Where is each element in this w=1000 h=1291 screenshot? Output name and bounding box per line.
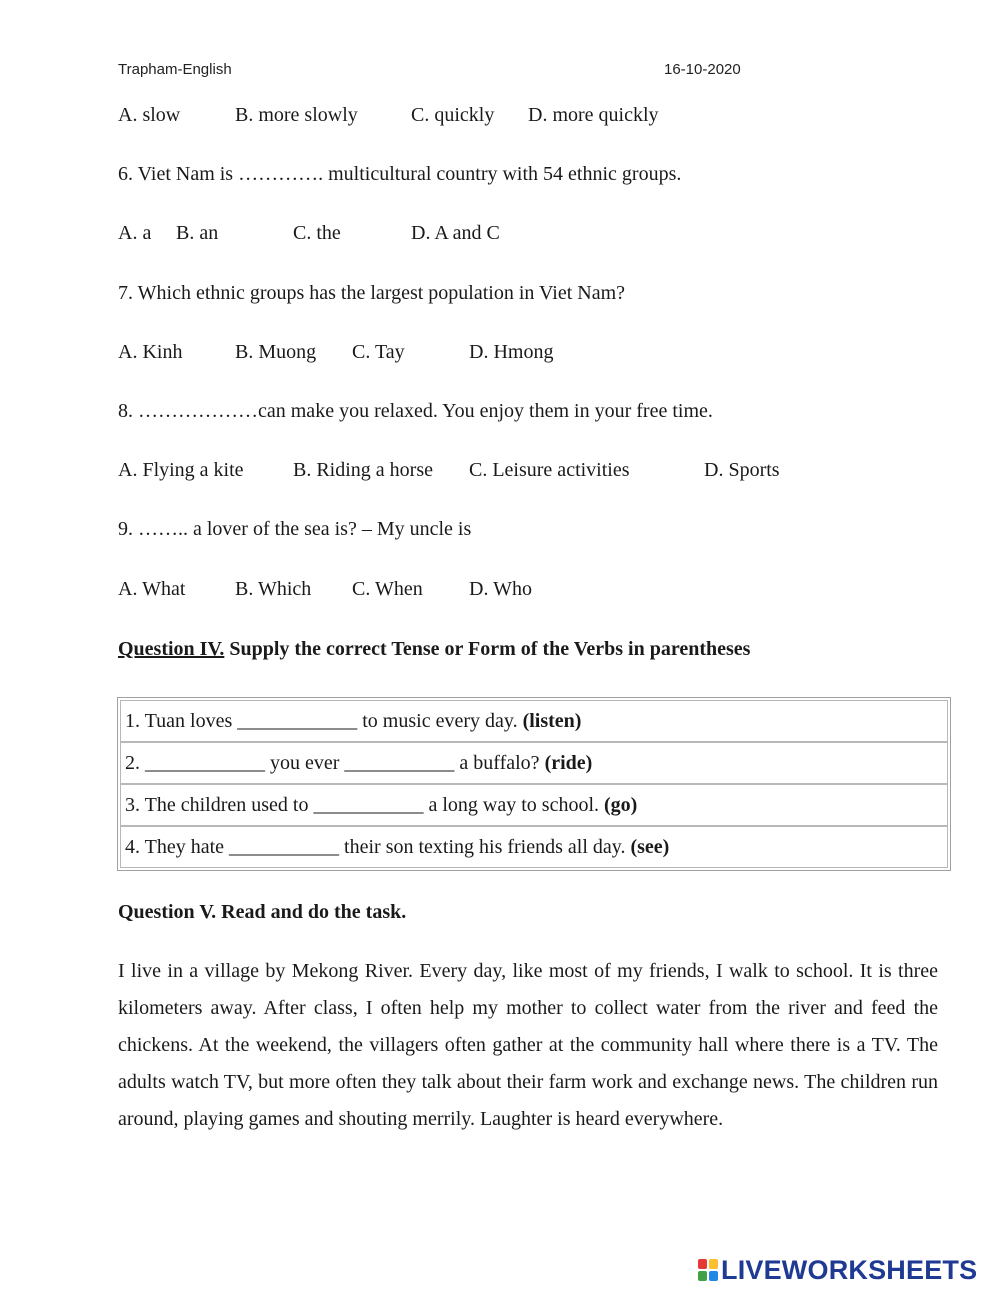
header-left: Trapham-English — [118, 61, 232, 78]
table-row — [120, 700, 948, 742]
q6-option-b: B. an — [176, 222, 219, 244]
question5-heading: Question V. Read and do the task. — [118, 901, 407, 923]
q7-option-b: B. Muong — [235, 341, 317, 363]
table-row — [120, 784, 948, 826]
verb-item-text: 1. Tuan loves ____________ to music every day. — [125, 709, 523, 732]
q6-stem: 6. Viet Nam is …………. multicultural country with 54 ethnic groups. — [118, 163, 682, 185]
q5-option-b: B. more slowly — [235, 104, 358, 126]
q7-stem: 7. Which ethnic groups has the largest population in Viet Nam? — [118, 282, 626, 304]
verb-table — [117, 697, 951, 871]
q9-option-c: C. When — [352, 578, 423, 600]
verb-hint: (listen) — [522, 709, 582, 732]
q7-option-d: D. Hmong — [469, 341, 554, 363]
table-row — [120, 826, 948, 868]
q9-option-a: A. What — [118, 578, 186, 600]
q9-option-b: B. Which — [235, 578, 312, 600]
q6-option-d: D. A and C — [411, 222, 500, 244]
reading-passage: I live in a village by Mekong River. Every day, like most of my friends, I walk to school. It is three kilometers away. After class, I often help my mother to collect water from the river and feed the chickens. At the weekend, the villagers often gather at the community hall where there is a TV. The adults watch TV, but more often they talk about their farm work and exchange news. The children run around, playing games and shouting merrily. Laughter is heard everywhere. — [118, 960, 938, 1130]
liveworksheets-logo-icon — [697, 1258, 719, 1282]
q8-option-b: B. Riding a horse — [293, 459, 433, 481]
verb-hint: (go) — [604, 793, 638, 816]
q8-option-c: C. Leisure activities — [469, 459, 630, 481]
question4-heading — [118, 638, 750, 661]
q6-option-c: C. the — [293, 222, 341, 244]
question4-instruction: Supply the correct Tense or Form of the Verbs in parentheses — [224, 638, 751, 660]
q9-option-d: D. Who — [469, 578, 532, 600]
q5-option-a: A. slow — [118, 104, 181, 126]
q7-option-a: A. Kinh — [118, 341, 183, 363]
verb-item-4 — [120, 826, 948, 868]
verb-item-text: 3. The children used to ___________ a long way to school. — [125, 793, 605, 816]
verb-item-2 — [120, 742, 948, 784]
q8-stem: 8. ………………can make you relaxed. You enjoy them in your free time. — [118, 400, 713, 422]
q5-option-d: D. more quickly — [528, 104, 659, 126]
verb-item-3 — [120, 784, 948, 826]
verb-hint: (see) — [630, 835, 670, 858]
q5-option-c: C. quickly — [411, 104, 495, 126]
q6-option-a: A. a — [118, 222, 152, 244]
header-date: 16-10-2020 — [664, 61, 741, 78]
verb-item-text: 4. They hate ___________ their son texting his friends all day. — [125, 835, 631, 858]
liveworksheets-logo[interactable] — [697, 1256, 977, 1284]
table-row — [120, 742, 948, 784]
verb-item-text: 2. ____________ you ever ___________ a buffalo? — [125, 751, 545, 774]
q9-stem: 9. …….. a lover of the sea is? – My uncle is — [118, 518, 472, 540]
verb-hint: (ride) — [544, 751, 593, 774]
q8-option-d: D. Sports — [704, 459, 780, 481]
q7-option-c: C. Tay — [352, 341, 405, 363]
question4-label: Question IV. — [118, 638, 225, 660]
verb-item-1 — [120, 700, 948, 742]
q8-option-a: A. Flying a kite — [118, 459, 244, 481]
brand-name: LIVEWORKSHEETS — [721, 1254, 978, 1285]
